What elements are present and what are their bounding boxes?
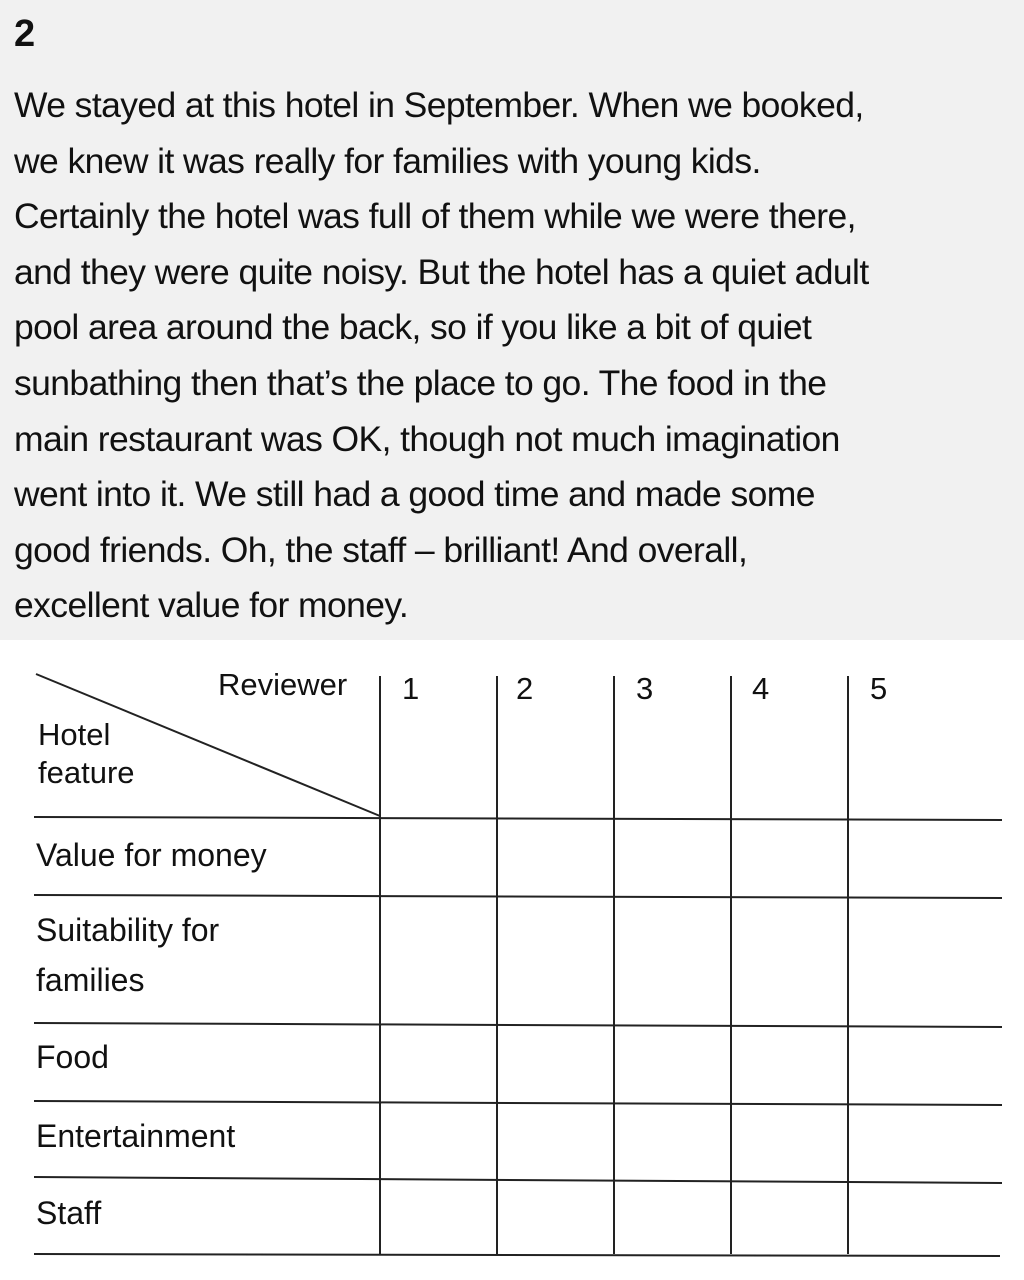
answer-cell[interactable] <box>734 1028 844 1098</box>
review-line: good friends. Oh, the staff – brilliant! And overall, <box>14 529 748 570</box>
row-divider <box>34 1023 1002 1027</box>
row-divider <box>34 1101 1002 1105</box>
answer-cell[interactable] <box>851 822 961 892</box>
answer-cell[interactable] <box>383 1183 493 1253</box>
review-line: Certainly the hotel was full of them while we were there, <box>14 196 856 237</box>
feature-label-entertainment: Entertainment <box>36 1118 236 1154</box>
answer-cell[interactable] <box>500 900 610 1022</box>
review-line: went into it. We still had a good time and made some <box>14 474 815 515</box>
task-number: 2 <box>14 13 36 55</box>
reviewer-axis-label: Reviewer <box>218 667 348 702</box>
review-line: we knew it was really for families with young kids. <box>14 140 761 181</box>
review-line: and they were quite noisy. But the hotel has a quiet adult <box>14 251 869 292</box>
review-line: sunbathing then that’s the place to go. The food in the <box>14 362 827 403</box>
row-divider <box>34 817 1002 820</box>
feature-label-food: Food <box>36 1039 109 1075</box>
answer-cell[interactable] <box>851 1183 961 1253</box>
review-line: pool area around the back, so if you like a bit of quiet <box>14 307 812 348</box>
answer-cell[interactable] <box>383 900 493 1022</box>
hotel-feature-axis-label-line1: Hotel <box>38 717 111 752</box>
answer-cell[interactable] <box>734 1183 844 1253</box>
answer-cell[interactable] <box>617 1183 727 1253</box>
row-divider <box>34 895 1002 898</box>
answer-cell[interactable] <box>500 1028 610 1098</box>
answer-cell[interactable] <box>383 1106 493 1176</box>
answer-cell[interactable] <box>851 1106 961 1176</box>
answer-cell[interactable] <box>617 1106 727 1176</box>
answer-cell[interactable] <box>617 822 727 892</box>
row-divider <box>34 1254 1000 1256</box>
feature-label-staff: Staff <box>36 1195 102 1231</box>
answer-cell[interactable] <box>734 1106 844 1176</box>
review-text <box>14 78 1019 634</box>
answer-cell[interactable] <box>500 822 610 892</box>
answer-cell[interactable] <box>500 1106 610 1176</box>
review-line: We stayed at this hotel in September. When we booked, <box>14 85 864 125</box>
answer-cell[interactable] <box>617 900 727 1022</box>
review-line: excellent value for money. <box>14 585 409 626</box>
answer-cell[interactable] <box>734 900 844 1022</box>
reviewer-header-5: 5 <box>870 671 888 706</box>
reviewer-header-4: 4 <box>752 671 770 706</box>
reviewer-header-2: 2 <box>516 671 534 706</box>
answer-cell[interactable] <box>734 822 844 892</box>
feature-label-value-for-money: Value for money <box>36 837 267 873</box>
answer-cell[interactable] <box>383 1028 493 1098</box>
answer-cell[interactable] <box>500 1183 610 1253</box>
reviewer-header-1: 1 <box>402 671 420 706</box>
feature-table <box>0 640 1024 1280</box>
feature-label-suitability: Suitability for <box>36 912 220 948</box>
answer-cell[interactable] <box>851 1028 961 1098</box>
review-line: main restaurant was OK, though not much imagination <box>14 418 840 459</box>
answer-cell[interactable] <box>617 1028 727 1098</box>
answer-cell[interactable] <box>383 822 493 892</box>
answer-cell[interactable] <box>851 900 961 1022</box>
hotel-feature-axis-label-line2: feature <box>38 755 135 790</box>
feature-label-suitability-line2: families <box>36 962 145 998</box>
reviewer-header-3: 3 <box>636 671 654 706</box>
